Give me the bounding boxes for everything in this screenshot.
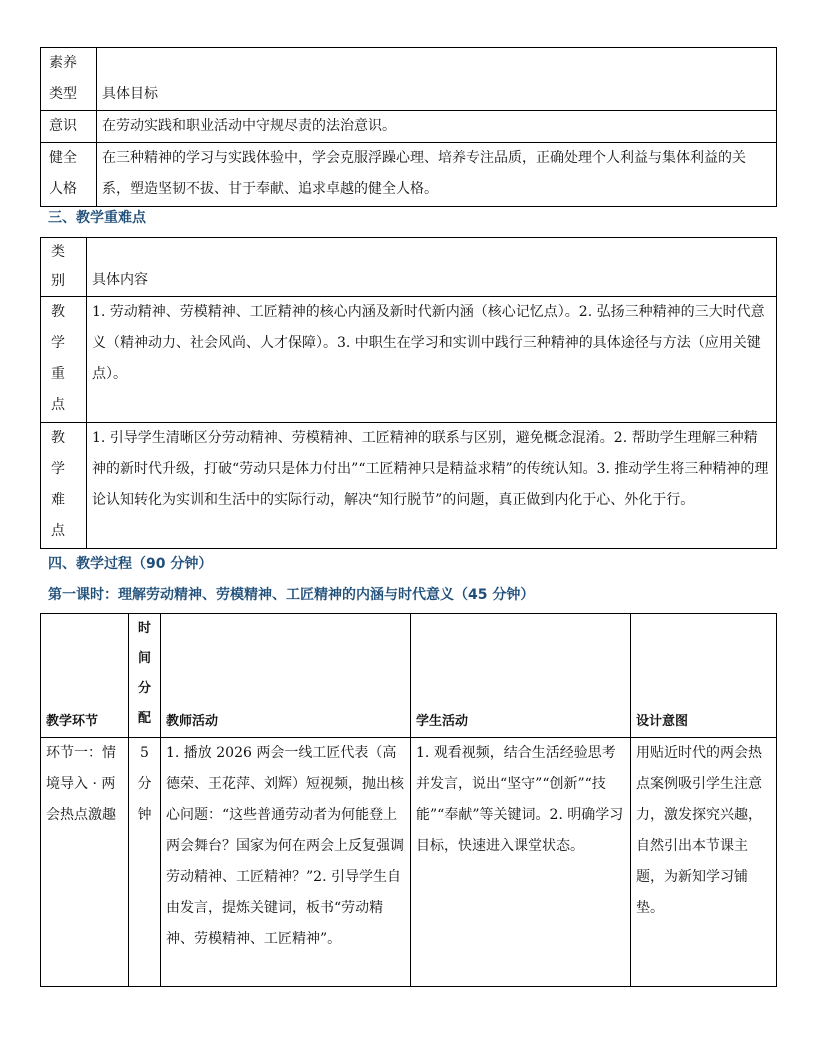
time-header: 时 间 分 配: [129, 614, 161, 738]
category-cell: 教 学 重 点: [41, 297, 87, 423]
category-header: 类 别: [41, 238, 87, 297]
key-points-table: [40, 237, 777, 549]
literacy-type-cell: 意识: [41, 111, 97, 143]
intent-header: 设计意图: [631, 614, 777, 738]
section-heading: 四、教学过程（90 分钟）: [48, 556, 213, 572]
time-cell: 5 分 钟: [129, 738, 161, 987]
process-table: [40, 613, 777, 987]
student-activity-cell: 1. 观看视频，结合生活经验思考并发言，说出“坚守”“创新”“技能”“奉献”等关键词。2. 明确学习目标，快速进入课堂状态。: [411, 738, 631, 987]
design-intent-cell: 用贴近时代的两会热点案例吸引学生注意力，激发探究兴趣，自然引出本节课主题，为新知学习铺垫。: [631, 738, 777, 987]
teacher-activity-cell: 1. 播放 2026 两会一线工匠代表（高德荣、王花萍、刘辉）短视频，抛出核心问题：“这些普通劳动者为何能登上两会舞台？国家为何在两会上反复强调劳动精神、工匠精神？”2. 引导学生自由发言，提炼关键词，板书“劳动精神、劳模精神、工匠精神”。: [161, 738, 411, 987]
student-header: 学生活动: [411, 614, 631, 738]
goal-cell: 在三种精神的学习与实践体验中，学会克服浮躁心理、培养专注品质，正确处理个人利益与集体利益的关系，塑造坚韧不拔、甘于奉献、追求卓越的健全人格。: [97, 143, 777, 207]
literacy-type-header: 素养 类型: [41, 48, 97, 111]
category-cell: 教 学 难 点: [41, 423, 87, 549]
stage-header: 教学环节: [41, 614, 129, 738]
goal-header: 具体目标: [97, 48, 777, 111]
content-header: 具体内容: [87, 238, 777, 297]
lesson-heading: 第一课时：理解劳动精神、劳模精神、工匠精神的内涵与时代意义（45 分钟）: [48, 587, 535, 603]
goal-cell: 在劳动实践和职业活动中守规尽责的法治意识。: [97, 111, 777, 143]
literacy-type-cell: 健全 人格: [41, 143, 97, 207]
content-cell: 1. 劳动精神、劳模精神、工匠精神的核心内涵及新时代新内涵（核心记忆点）。2. 弘扬三种精神的三大时代意义（精神动力、社会风尚、人才保障）。3. 中职生在学习和实训中践行三种精神的具体途径与方法（应用关键点）。: [87, 297, 777, 423]
teacher-header: 教师活动: [161, 614, 411, 738]
stage-cell: 环节一：情境导入 · 两会热点激趣: [41, 738, 129, 987]
content-cell: 1. 引导学生清晰区分劳动精神、劳模精神、工匠精神的联系与区别，避免概念混淆。2. 帮助学生理解三种精神的新时代升级，打破“劳动只是体力付出”“工匠精神只是精益求精”的传统认知。3. 推动学生将三种精神的理论认知转化为实训和生活中的实际行动，解决“知行脱节”的问题，真正做到内化于心、外化于行。: [87, 423, 777, 549]
literacy-table: [40, 47, 777, 207]
section-heading: 三、教学重难点: [48, 210, 146, 226]
